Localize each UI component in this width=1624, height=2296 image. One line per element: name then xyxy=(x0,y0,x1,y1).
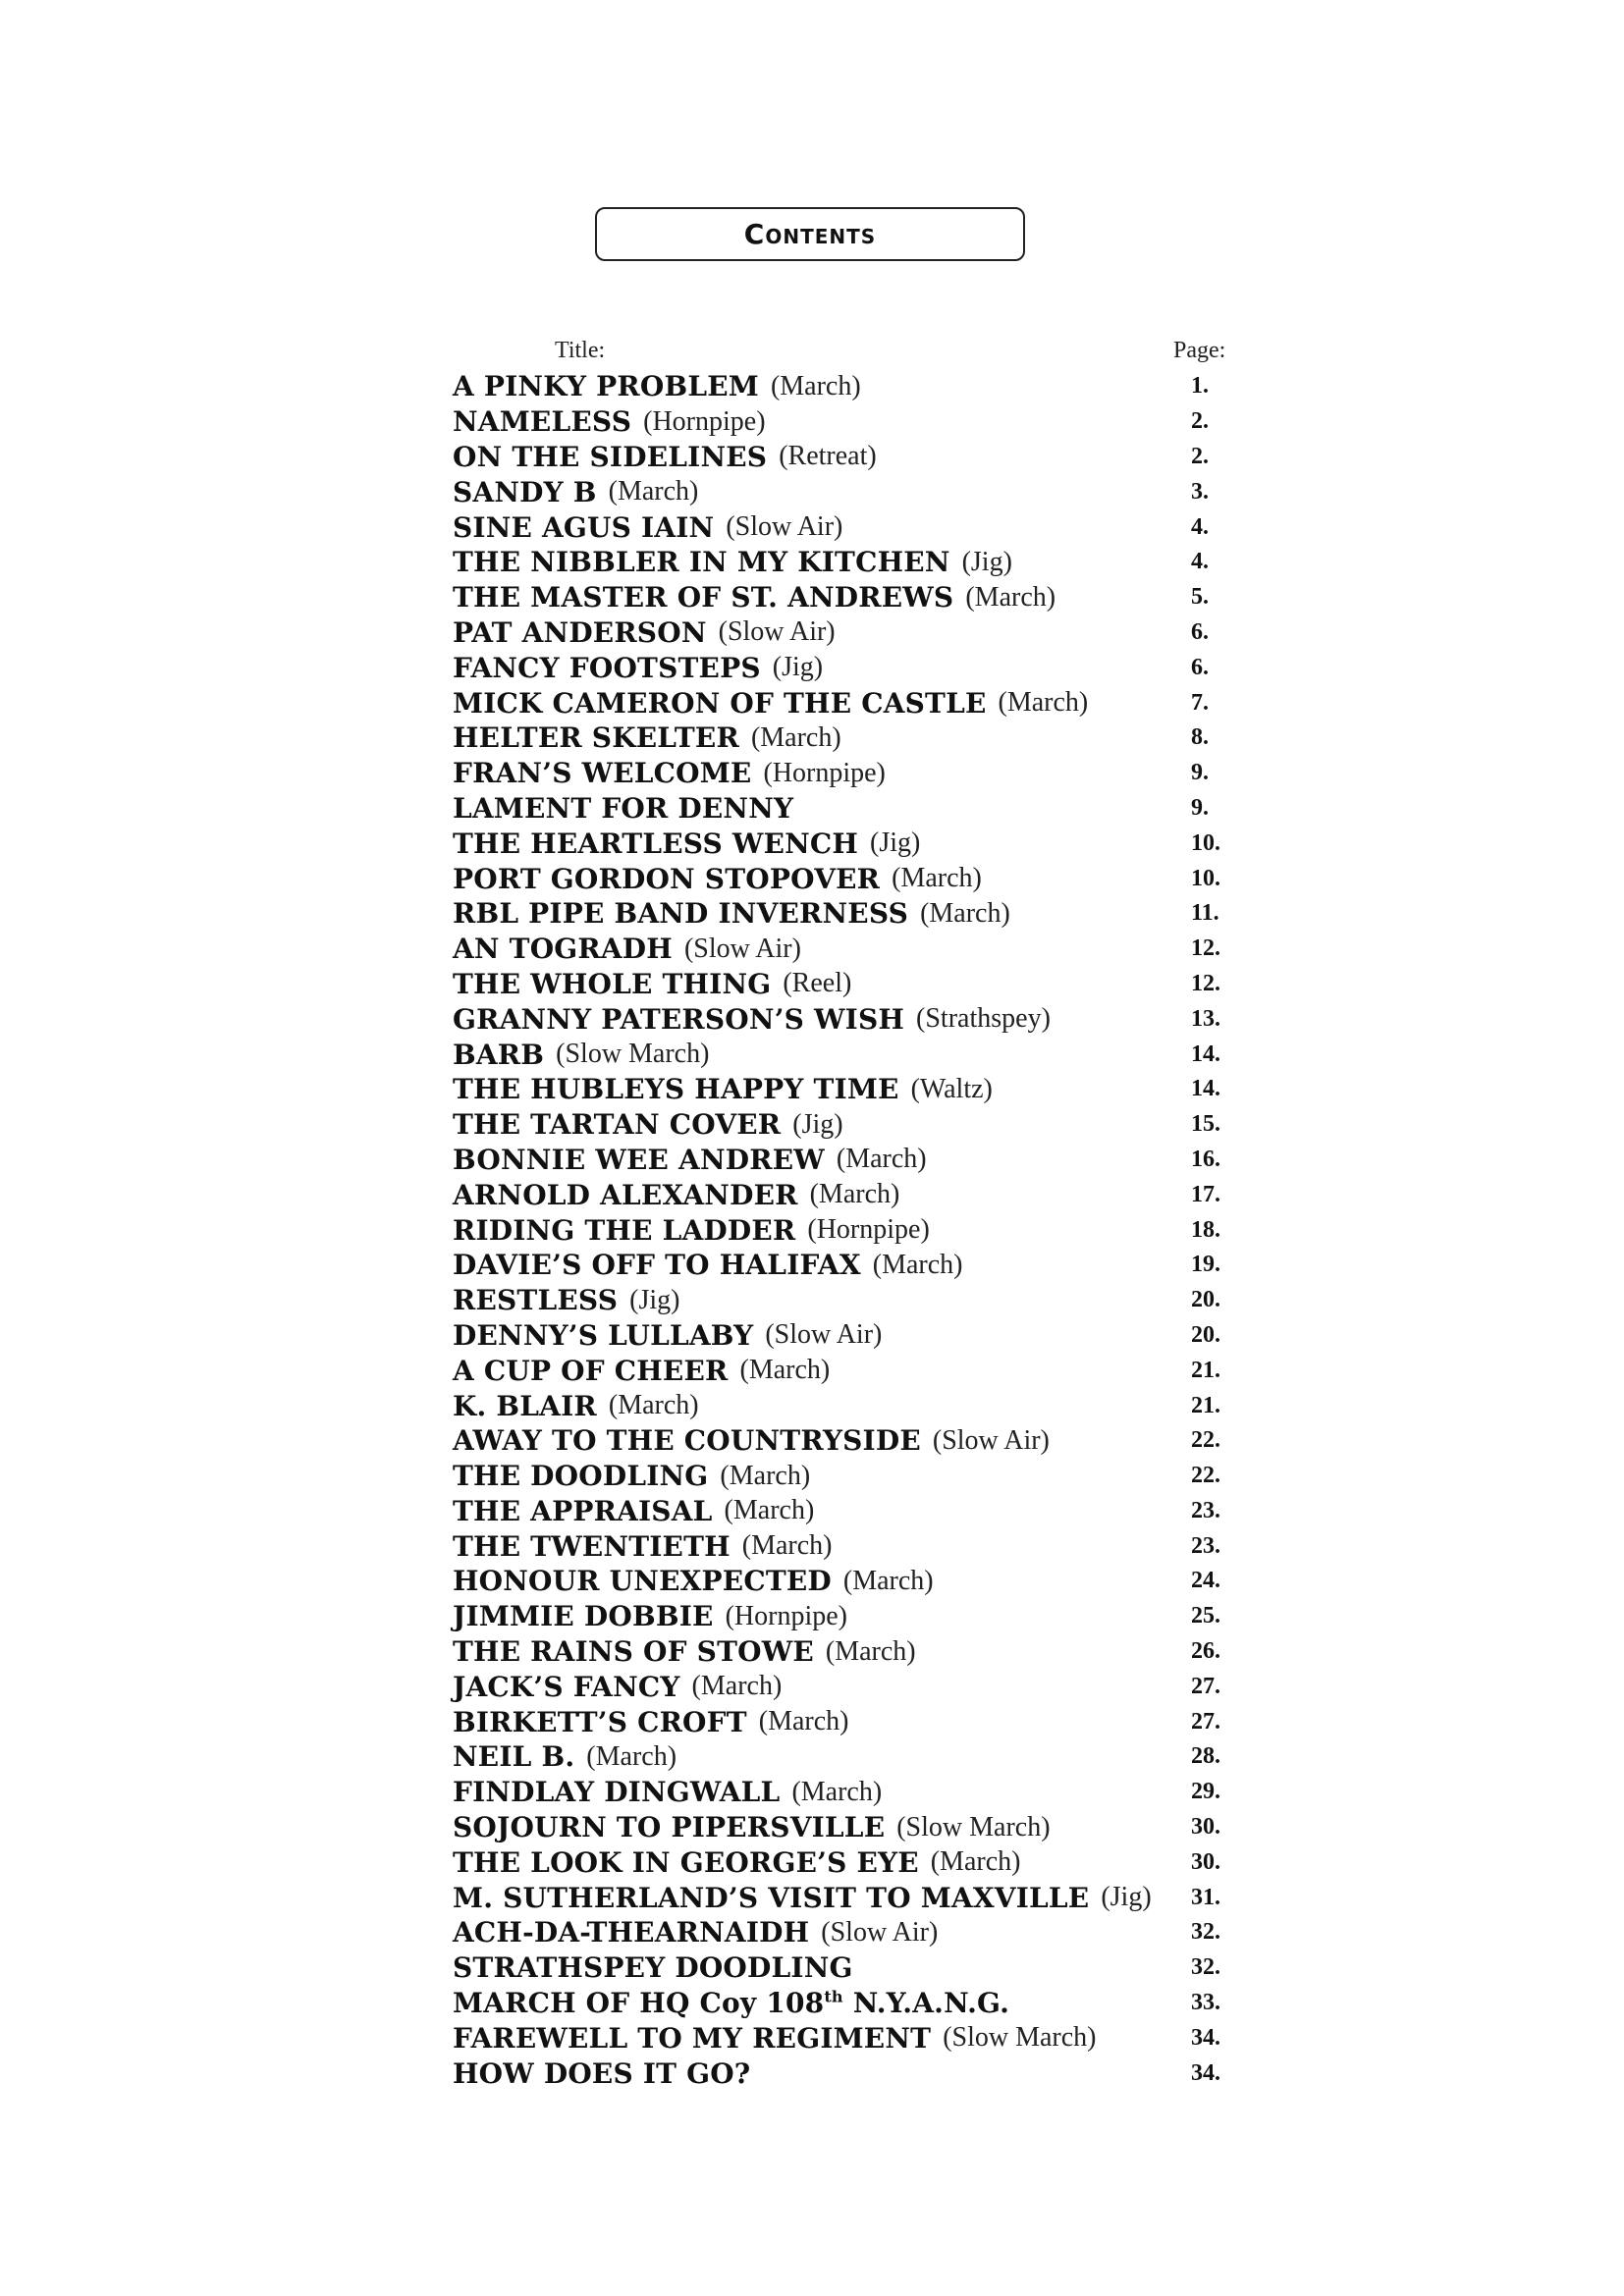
tune-title-text: RESTLESS xyxy=(453,1284,619,1317)
tune-title-text: THE LOOK IN GEORGE’S EYE xyxy=(453,1845,919,1879)
toc-entry xyxy=(453,1283,1258,1318)
tune-title-text: NEIL B. xyxy=(453,1740,575,1774)
page-number: 30. xyxy=(1191,1814,1220,1841)
tune-title xyxy=(453,1916,809,1949)
page-number: 22. xyxy=(1191,1463,1220,1489)
toc-entry xyxy=(453,896,1258,932)
tune-type: (March) xyxy=(809,1179,900,1210)
tune-title xyxy=(453,1073,899,1105)
tune-type: (Jig) xyxy=(629,1284,680,1315)
tune-title-text: RIDING THE LADDER xyxy=(453,1213,796,1247)
tune-title xyxy=(453,1706,747,1738)
page-number: 29. xyxy=(1191,1779,1220,1805)
toc-entry xyxy=(453,967,1258,1002)
page-number: 19. xyxy=(1191,1252,1220,1278)
tune-title-text: AWAY TO THE COUNTRYSIDE xyxy=(453,1424,921,1458)
page-number: 18. xyxy=(1191,1216,1220,1243)
toc-entry xyxy=(453,1494,1258,1529)
page-number: 34. xyxy=(1191,2059,1220,2086)
page-number: 21. xyxy=(1191,1392,1220,1418)
toc-entry xyxy=(453,1564,1258,1599)
tune-title-text: GRANNY PATERSON’S WISH xyxy=(453,1002,905,1036)
page-number: 4. xyxy=(1191,513,1209,540)
tune-type: (Slow Air) xyxy=(683,933,801,964)
tune-title-text: FRAN’S WELCOME xyxy=(453,757,752,790)
tune-type: (March) xyxy=(750,721,841,753)
page-number: 6. xyxy=(1191,654,1209,680)
tune-title-text: JACK’S FANCY xyxy=(453,1670,680,1703)
toc-entry xyxy=(453,1810,1258,1845)
toc-entry xyxy=(453,1459,1258,1494)
tune-type: (Hornpipe) xyxy=(763,757,886,788)
tune-type: (March) xyxy=(608,1390,699,1420)
tune-title xyxy=(453,2057,750,2090)
tune-title-text: THE MASTER OF ST. ANDREWS xyxy=(453,581,954,614)
tune-type: (March) xyxy=(892,863,982,894)
toc-entry xyxy=(453,1599,1258,1634)
tune-title-text: FANCY FOOTSTEPS xyxy=(453,651,761,684)
tune-type: (March) xyxy=(724,1495,815,1526)
tune-title-text: K. BLAIR xyxy=(453,1389,597,1422)
tune-type: (Reel) xyxy=(783,968,852,999)
tune-type: (Slow March) xyxy=(896,1811,1051,1842)
toc-entry xyxy=(453,721,1258,756)
tune-title xyxy=(453,933,673,965)
tune-title xyxy=(453,1003,904,1036)
page-number: 24. xyxy=(1191,1568,1220,1594)
tune-title-text: SINE AGUS IAIN xyxy=(453,510,715,544)
tune-title xyxy=(453,1495,713,1527)
tune-title xyxy=(453,1530,731,1563)
tune-title-text: A PINKY PROBLEM xyxy=(453,370,759,403)
page-number: 21. xyxy=(1191,1357,1220,1383)
tune-title-text: MICK CAMERON OF THE CASTLE xyxy=(453,686,987,720)
toc-entry xyxy=(453,1528,1258,1564)
tune-type: (Hornpipe) xyxy=(643,405,766,437)
tune-title xyxy=(453,1635,814,1668)
tune-title xyxy=(453,1600,714,1632)
tune-title-superscript: th xyxy=(824,1987,843,2006)
tune-type: (March) xyxy=(691,1671,783,1702)
tune-type: (March) xyxy=(825,1635,916,1667)
page-number: 17. xyxy=(1191,1181,1220,1207)
tune-title-text: PORT GORDON STOPOVER xyxy=(453,862,881,895)
tune-type: (Hornpipe) xyxy=(807,1214,930,1246)
tune-title xyxy=(453,476,597,508)
tune-title xyxy=(453,1565,832,1597)
toc-entry xyxy=(453,1915,1258,1950)
toc-entry xyxy=(453,1423,1258,1459)
page-number: 20. xyxy=(1191,1287,1220,1313)
page-number: 23. xyxy=(1191,1532,1220,1559)
tune-type: (March) xyxy=(586,1740,677,1772)
tune-title-text: MARCH OF HQ Coy 108 xyxy=(453,1987,825,2020)
tune-title xyxy=(453,687,987,720)
tune-type: (Jig) xyxy=(870,828,921,859)
page-number: 33. xyxy=(1191,1990,1220,2016)
tune-title-text: THE NIBBLER IN MY KITCHEN xyxy=(453,546,950,579)
contents-list xyxy=(453,369,1258,2091)
page-number: 25. xyxy=(1191,1603,1220,1629)
toc-entry xyxy=(453,474,1258,509)
page-number: 5. xyxy=(1191,584,1209,611)
page-number: 2. xyxy=(1191,408,1209,435)
tune-title-text: ON THE SIDELINES xyxy=(453,440,768,473)
toc-entry xyxy=(453,1880,1258,1915)
toc-entry xyxy=(453,615,1258,651)
toc-entry xyxy=(453,861,1258,896)
toc-entry xyxy=(453,1388,1258,1423)
contents-heading: Contents xyxy=(595,207,1025,261)
toc-entry xyxy=(453,404,1258,440)
tune-title-text: THE TARTAN COVER xyxy=(453,1108,782,1142)
page-number: 2. xyxy=(1191,443,1209,469)
tune-title-text: JIMMIE DOBBIE xyxy=(453,1600,714,1633)
page-number: 23. xyxy=(1191,1497,1220,1523)
toc-entry xyxy=(453,1353,1258,1388)
tune-type: (Jig) xyxy=(1101,1882,1152,1913)
tune-title-text: PAT ANDERSON xyxy=(453,615,707,649)
page-number: 9. xyxy=(1191,794,1209,821)
toc-entry xyxy=(453,650,1258,685)
page-number: 12. xyxy=(1191,935,1220,962)
toc-entry xyxy=(453,1844,1258,1880)
tune-title xyxy=(453,405,631,438)
tune-type: (March) xyxy=(770,370,861,401)
tune-title-text: A CUP OF CHEER xyxy=(453,1354,729,1387)
tune-title xyxy=(453,897,908,930)
tune-title-text: BONNIE WEE ANDREW xyxy=(453,1143,825,1176)
toc-entry xyxy=(453,826,1258,861)
tune-title-text: M. SUTHERLAND’S VISIT TO MAXVILLE xyxy=(453,1881,1090,1914)
tune-title-text: SOJOURN TO PIPERSVILLE xyxy=(453,1811,886,1844)
tune-type: (March) xyxy=(791,1776,883,1807)
tune-type: (March) xyxy=(720,1460,811,1491)
tune-title xyxy=(453,1179,798,1211)
tune-title xyxy=(453,1776,780,1808)
tune-title-text: STRATHSPEY DOODLING xyxy=(453,1951,853,1985)
tune-title xyxy=(453,2022,931,2055)
tune-title xyxy=(453,828,858,860)
page-number: 31. xyxy=(1191,1884,1220,1910)
page-number: 8. xyxy=(1191,724,1209,751)
tune-type: (March) xyxy=(930,1846,1021,1878)
page-number: 27. xyxy=(1191,1708,1220,1735)
toc-entry xyxy=(453,1001,1258,1037)
toc-entry xyxy=(453,756,1258,791)
tune-title-text: AN TOGRADH xyxy=(453,933,673,966)
toc-entry xyxy=(453,685,1258,721)
tune-type: (Jig) xyxy=(961,546,1012,577)
toc-entry xyxy=(453,545,1258,580)
tune-title xyxy=(453,1214,795,1247)
tune-title xyxy=(453,1390,597,1422)
tune-type: (March) xyxy=(965,581,1056,613)
page-number: 30. xyxy=(1191,1848,1220,1875)
tune-type: (Jig) xyxy=(792,1108,843,1140)
tune-title-text: FINDLAY DINGWALL xyxy=(453,1776,781,1809)
tune-type: (March) xyxy=(608,476,699,507)
toc-entry xyxy=(453,1143,1258,1178)
tune-title-text: THE HUBLEYS HAPPY TIME xyxy=(453,1073,899,1106)
tune-title-text: BIRKETT’S CROFT xyxy=(453,1705,747,1738)
tune-title-text: BARB xyxy=(453,1038,545,1071)
tune-title-text: NAMELESS xyxy=(453,405,632,439)
tune-title xyxy=(453,441,767,473)
tune-title-text: THE APPRAISAL xyxy=(453,1494,713,1527)
tune-title xyxy=(453,581,953,614)
title-column-label: Title: xyxy=(555,338,606,363)
tune-type: (Slow Air) xyxy=(718,616,836,648)
toc-entry xyxy=(453,1739,1258,1775)
page-number: 9. xyxy=(1191,760,1209,786)
tune-title xyxy=(453,1882,1089,1914)
tune-title-text: HELTER SKELTER xyxy=(453,721,739,755)
tune-title xyxy=(453,616,707,649)
tune-title-text: ARNOLD ALEXANDER xyxy=(453,1178,798,1211)
tune-type: (March) xyxy=(872,1249,963,1280)
tune-type: (March) xyxy=(758,1706,849,1737)
tune-title-text: THE DOODLING xyxy=(453,1460,709,1493)
toc-entry xyxy=(453,1775,1258,1810)
toc-entry xyxy=(453,1986,1258,2021)
page-number: 12. xyxy=(1191,970,1220,996)
tune-title xyxy=(453,546,950,578)
tune-type: (Slow March) xyxy=(556,1039,710,1070)
tune-title xyxy=(453,1039,544,1071)
toc-entry xyxy=(453,932,1258,967)
toc-entry xyxy=(453,1318,1258,1354)
page-number: 3. xyxy=(1191,478,1209,505)
page-number: 22. xyxy=(1191,1427,1220,1454)
tune-title xyxy=(453,652,761,684)
page-number: 28. xyxy=(1191,1743,1220,1770)
tune-type: (March) xyxy=(836,1144,927,1175)
tune-title xyxy=(453,863,880,895)
toc-entry xyxy=(453,1634,1258,1670)
tune-title-text: LAMENT FOR DENNY xyxy=(453,791,794,825)
tune-title-suffix: N.Y.A.N.G. xyxy=(842,1987,1010,2020)
tune-type: (Slow Air) xyxy=(932,1424,1050,1456)
toc-entry xyxy=(453,580,1258,615)
tune-type: (March) xyxy=(741,1530,833,1562)
toc-entry xyxy=(453,2020,1258,2056)
tune-title-text: HONOUR UNEXPECTED xyxy=(453,1565,832,1598)
tune-title-text: THE WHOLE THING xyxy=(453,967,772,1000)
tune-title-text: DENNY’S LULLABY xyxy=(453,1318,754,1352)
toc-entry xyxy=(453,1072,1258,1107)
tune-type: (Slow Air) xyxy=(821,1916,939,1948)
page-number: 20. xyxy=(1191,1321,1220,1348)
toc-entry xyxy=(453,1669,1258,1704)
page-number: 6. xyxy=(1191,618,1209,645)
tune-title xyxy=(453,1846,919,1879)
tune-title xyxy=(453,721,739,754)
page-number: 15. xyxy=(1191,1111,1220,1138)
tune-title-text: THE TWENTIETH xyxy=(453,1529,731,1563)
tune-type: (March) xyxy=(998,687,1089,719)
page-number: 4. xyxy=(1191,549,1209,575)
tune-type: (Slow March) xyxy=(943,2022,1097,2054)
tune-title xyxy=(453,1811,885,1843)
tune-type: (Slow Air) xyxy=(765,1319,883,1351)
toc-entry xyxy=(453,2056,1258,2091)
tune-title xyxy=(453,370,759,402)
page-number: 10. xyxy=(1191,865,1220,891)
tune-title-text: DAVIE’S OFF TO HALIFAX xyxy=(453,1249,861,1282)
page-number: 1. xyxy=(1191,373,1209,400)
toc-entry xyxy=(453,1248,1258,1283)
tune-type: (Strathspey) xyxy=(916,1003,1051,1035)
page-number: 11. xyxy=(1191,900,1219,927)
tune-title xyxy=(453,1460,708,1492)
tune-title xyxy=(453,1355,729,1387)
tune-title xyxy=(453,757,751,789)
toc-entry xyxy=(453,1037,1258,1072)
toc-entry xyxy=(453,1212,1258,1248)
page-number: 7. xyxy=(1191,689,1209,716)
tune-type: (March) xyxy=(842,1565,934,1596)
page-column-label: Page: xyxy=(1173,338,1226,363)
toc-entry xyxy=(453,1704,1258,1739)
tune-title xyxy=(453,1284,618,1316)
tune-title-text: RBL PIPE BAND INVERNESS xyxy=(453,897,909,931)
tune-title-text: HOW DOES IT GO? xyxy=(453,2056,751,2090)
tune-title xyxy=(453,1987,1009,2019)
page-number: 27. xyxy=(1191,1673,1220,1699)
tune-title-text: FAREWELL TO MY REGIMENT xyxy=(453,2021,932,2055)
tune-title xyxy=(453,1108,781,1141)
toc-entry xyxy=(453,1107,1258,1143)
page-number: 32. xyxy=(1191,1919,1220,1946)
toc-entry xyxy=(453,1177,1258,1212)
tune-title-text: THE RAINS OF STOWE xyxy=(453,1635,814,1669)
tune-title xyxy=(453,1424,921,1457)
tune-title xyxy=(453,1319,753,1352)
toc-entry xyxy=(453,791,1258,827)
page-number: 13. xyxy=(1191,1005,1220,1032)
toc-entry xyxy=(453,509,1258,545)
tune-type: (Hornpipe) xyxy=(725,1600,847,1631)
tune-type: (March) xyxy=(739,1355,831,1386)
toc-entry xyxy=(453,1950,1258,1986)
tune-title-text: THE HEARTLESS WENCH xyxy=(453,827,859,860)
page-number: 26. xyxy=(1191,1638,1220,1665)
tune-title xyxy=(453,1671,680,1703)
tune-title xyxy=(453,1249,861,1281)
tune-title xyxy=(453,1144,825,1176)
tune-type: (Jig) xyxy=(772,652,824,683)
tune-title xyxy=(453,968,771,1000)
tune-type: (Retreat) xyxy=(779,441,877,472)
page-number: 10. xyxy=(1191,829,1220,856)
tune-title xyxy=(453,792,793,825)
page-number: 16. xyxy=(1191,1146,1220,1172)
tune-type: (Waltz) xyxy=(910,1073,993,1104)
page-number: 34. xyxy=(1191,2024,1220,2051)
toc-entry xyxy=(453,440,1258,475)
tune-title xyxy=(453,1951,853,1984)
page-number: 32. xyxy=(1191,1954,1220,1981)
tune-title xyxy=(453,511,714,544)
tune-title-text: SANDY B xyxy=(453,475,597,508)
toc-entry xyxy=(453,369,1258,404)
tune-type: (March) xyxy=(920,897,1010,929)
tune-title-text: ACH-DA-THEARNAIDH xyxy=(453,1916,810,1949)
tune-type: (Slow Air) xyxy=(726,511,843,543)
page-number: 14. xyxy=(1191,1041,1220,1067)
page-number: 14. xyxy=(1191,1076,1220,1102)
tune-title xyxy=(453,1740,574,1773)
